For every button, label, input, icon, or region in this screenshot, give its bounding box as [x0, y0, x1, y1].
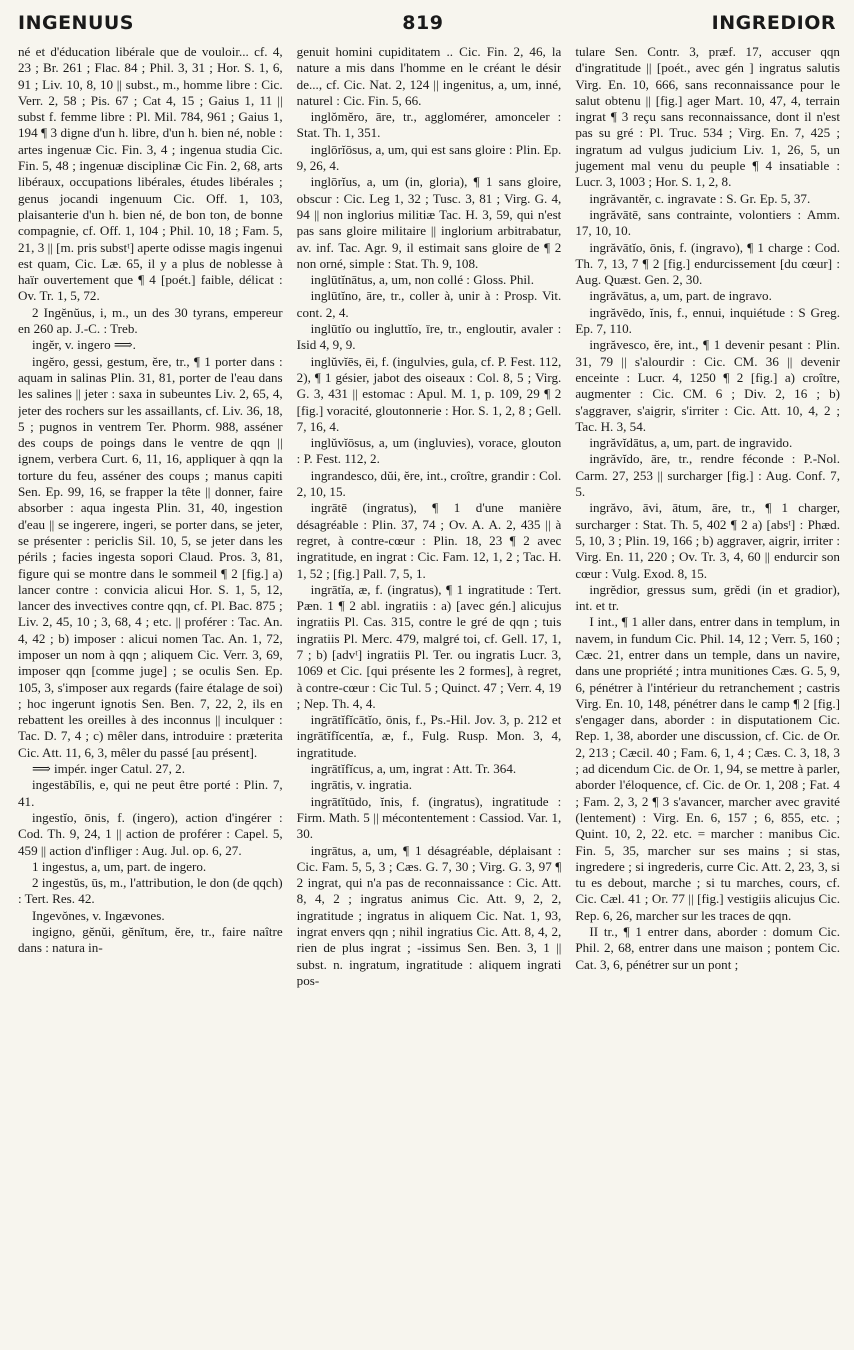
dictionary-entry: ingestĭo, ōnis, f. (ingero), action d'ingérer : Cod. Th. 9, 24, 1 || action de proférer : Capel. 5, 459 || action d'infliger : Aug. Jul. op. 6, 27. — [18, 809, 283, 858]
dictionary-entry: ingrātus, a, um, ¶ 1 désagréable, déplaisant : Cic. Fam. 5, 5, 3 ; Cæs. G. 7, 30 ; Virg. G. 3, 97 ¶ 2 ingrat, qui n'a pas de reconnaissance : Cic. Att. 8, 4, 2 ; ingratus animus Cic. Att. 9, 2, 2, ingratitude ; ingratus in aliquem Cic. Nat. 1, 93, ingrat envers qqn ; nihil ingratius Cic. Att. 8, 4, 2, rien de plus ingrat ; -issimus Sen. Ben. 3, 1 || subst. n. ingratum, ingratitude : aliquem ingrati pos- — [296, 842, 562, 988]
dictionary-entry: ingrăvātē, sans contrainte, volontiers : Amm. 17, 10, 10. — [575, 206, 840, 239]
dictionary-entry: ingĕr, v. ingero ⟹. — [32, 337, 136, 353]
dictionary-entry: ingrăvātus, a, um, part. de ingravo. — [589, 288, 772, 304]
dictionary-entry: II tr., ¶ 1 entrer dans, aborder : domum Cic. Phil. 2, 68, entrer dans une maison ; pontem Cic. Cat. 3, 6, pénétrer sur un pont ; — [575, 924, 840, 972]
running-header — [18, 6, 836, 40]
dictionary-entry: ingrātĭfĭcus, a, um, ingrat : Att. Tr. 364. — [310, 761, 517, 777]
dictionary-entry: inglūtĭno, āre, tr., coller à, unir à : Prosp. Vit. cont. 2, 4. — [296, 288, 562, 320]
dictionary-entry: ingrātĭfĭcātĭo, ōnis, f., Ps.-Hil. Jov. 3, p. 212 et ingrātĭfĭcentĭa, æ, f., Fulg. Rusp. Mon. 3, 4, ingratitude. — [296, 712, 562, 760]
dictionary-entry: tulare Sen. Contr. 3, præf. 17, accuser qqn d'ingratitude || [poét., avec gén ] ingratus salutis Virg. En. 10, 666, sans reconnaissance pour le salut obtenu || [fig.] ager Mart. 10, 47, 4, terrain ingrat ¶ 3 reçu sans reconnaissance, dont il n'est pas su gré : Pl. Truc. 534 ; Virg. En. 7, 425 ; ingratum ad vulgus judicium Liv. 1, 26, 5, un jugement mal venu du peuple ¶ 4 insatiable : Lucr. 3, 1003 ; Hor. S. 1, 2, 8. — [575, 44, 840, 190]
dictionary-entry: 2 Ingĕnŭus, i, m., un des 30 tyrans, empereur en 260 ap. J.-C. : Treb. — [18, 304, 283, 337]
dictionary-entry: ingrandesco, dŭi, ĕre, int., croître, grandir : Col. 2, 10, 15. — [296, 467, 562, 500]
column-1 — [18, 44, 283, 1346]
dictionary-entry: ingestābĭlis, e, qui ne peut être porté : Plin. 7, 41. — [18, 777, 283, 809]
dictionary-entry: ingrātĭa, æ, f. (ingratus), ¶ 1 ingratitude : Tert. Pæn. 1 ¶ 2 abl. ingratiis : a) [avec gén.] alicujus ingratiis Pl. Cas. 315, contre le gré de qqn ; tuis ingratiis Pl. Merc. 479, malgré toi, cf. Gell. 17, 1, 7 ; b) [advᵗ] ingratiis Pl. Ter. ou ingratis Lucr. 3, 1069 et Cic. [qui présente les 2 formes], à regret, à contre-cœur : Cic Tul. 5 ; Quinct. 47 ; Verr. 4, 19 ; Nep. Th. 4, 4. — [296, 581, 562, 711]
dictionary-entry: ingrăvesco, ĕre, int., ¶ 1 devenir pesant : Plin. 31, 79 || s'alourdir : Cic. CM. 36 || devenir enceinte : Lucr. 4, 1250 ¶ 2 [fig.] a) croître, augmenter : Cic. CM. 6 ; Div. 2, 16 ; b) s'aggraver, s'aigrir, s'irriter : Cic. Att. 10, 4, 2 ; Tac. H. 3, 54. — [575, 337, 840, 434]
dictionary-entry: ingrĕdior, gressus sum, grĕdi (in et gradior), int. et tr. — [575, 581, 840, 614]
dictionary-entry: ⟹ impér. inger Catul. 27, 2. — [32, 761, 185, 777]
dictionary-entry: inglōrĭus, a, um (in, gloria), ¶ 1 sans gloire, obscur : Cic. Leg 1, 32 ; Tusc. 3, 81 ; Virg. G. 4, 94 || non inglorius militiæ Tac. H. 3, 59, qui n'est pas sans gloire militaire || inglorium arbitrabatur, av. inf. Tac. Agr. 9, il estimait sans gloire de ¶ 2 non orné, simple : Stat. Th. 9, 108. — [296, 174, 562, 271]
dictionary-entry: inglŭvĭēs, ēi, f. (ingulvies, gula, cf. P. Fest. 112, 2), ¶ 1 gésier, jabot des oiseaux : Col. 8, 5 ; Virg. G. 3, 431 || estomac : Apul. M. 1, p. 109, 29 ¶ 2 [fig.] voracité, gloutonnerie : Hor. S. 1, 2, 8 ; Gell. 7, 16, 4. — [296, 353, 562, 434]
dictionary-entry: genuit homini cupiditatem .. Cic. Fin. 2, 46, la nature a mis dans l'homme en le créant le désir de..., cf. Cic. Nat. 2, 124 || ingenitus, a, um, inné, naturel : Cic. Fin. 5, 66. — [296, 44, 562, 108]
dictionary-entry: ingĕro, gessi, gestum, ĕre, tr., ¶ 1 porter dans : aquam in salinas Plin. 31, 81, porter de l'eau dans les salines || jeter : saxa in subeuntes Liv. 2, 65, 4, jeter des rochers sur les assaillants, cf. Liv. 36, 18, 5 ; pugnos in ventrem Ter. Phorm. 988, asséner des coups de poings dans le ventre de qqn || ignem, verbera Curt. 6, 11, 16, appliquer à qqn la torture du feu, asséner des coups ; manus capiti Sen. Ep. 99, 16, se frapper la tête || donner, faire absorber : aqua ingesta Plin. 31, 40, ingestion d'eau || se ingerere, ingeri, se porter dans, se jeter, se présenter : periclis Sil. 10, 5, se jeter dans les périls ; facies ingesta sopori Claud. Pros. 3, 81, figure qui se montre dans le sommeil ¶ 2 [fig.] a) lancer contre : convicia alicui Hor. S. 1, 5, 12, lancer des invectives contre qqn, cf. Pl. Bac. 875 ; Liv. 2, 45, 10 ; 3, 68, 4 ; etc. || proférer : Tac. An. 4, 42 ; b) imposer : alicui nomen Tac. An. 1, 72, imposer un nom à qqn ; aliquem Cic. Verr. 3, 69, imposer qqn [comme juge] ; se oculis Sen. Ep. 105, 3, s'imposer aux regards (faire étalage de soi) ; hoc ingerunt ignotis Sen. Ben. 7, 22, 2, ils en rebattent les oreilles à des inconnus || inculquer : Tac. D. 7, 4 ; c) mêler dans, introduire : præterita Cic. Att. 11, 6, 3, mêler du passé [au présent]. — [18, 353, 283, 760]
dictionary-entry: inglūtĭnātus, a, um, non collé : Gloss. Phil. — [310, 272, 534, 288]
dictionary-entry: ingrăvĭdo, āre, tr., rendre féconde : P.-Nol. Carm. 27, 253 || surcharger [fig.] : Aug. Conf. 7, 5. — [575, 451, 840, 500]
dictionary-entry: ingrăvĭdātus, a, um, part. de ingravido. — [589, 435, 793, 451]
dictionary-entry: ingigno, gĕnŭi, gĕnĭtum, ĕre, tr., faire naître dans : natura in- — [18, 924, 283, 956]
dictionary-entry: ingrātē (ingratus), ¶ 1 d'une manière désagréable : Plin. 37, 74 ; Ov. A. A. 2, 435 || à regret, à contre-cœur : Plin. 18, 23 ¶ 2 avec ingratitude, en ingrat : Cic. Fam. 12, 1, 2 ; Tac. H. 1, 52 ; [fig.] Pall. 7, 5, 1. — [296, 500, 562, 581]
dictionary-entry: 2 ingestŭs, ūs, m., l'attribution, le don (de qqch) : Tert. Res. 42. — [18, 875, 283, 907]
dictionary-entry: Ingevŏnes, v. Ingævones. — [32, 907, 165, 923]
dictionary-entry: ingrātĭtūdo, ĭnis, f. (ingratus), ingratitude : Firm. Math. 5 || mécontentement : Cassiod. Var. 1, 30. — [296, 793, 562, 842]
text-columns — [18, 44, 840, 1346]
header-right-guideword: INGREDIOR — [711, 12, 836, 34]
dictionary-entry: inglŭvĭōsus, a, um (ingluvies), vorace, glouton : P. Fest. 112, 2. — [296, 435, 562, 467]
dictionary-entry: ingrātis, v. ingratia. — [310, 777, 412, 793]
dictionary-entry: inglūtĭo ou ingluttĭo, īre, tr., engloutir, avaler : Isid 4, 9, 9. — [296, 321, 562, 353]
dictionary-entry: ingrăvēdo, ĭnis, f., ennui, inquiétude : S Greg. Ep. 7, 110. — [575, 304, 840, 337]
dictionary-entry: ingrăvo, āvi, ātum, āre, tr., ¶ 1 charger, surcharger : Stat. Th. 5, 402 ¶ 2 a) [absᵗ] : Phæd. 5, 10, 3 ; Plin. 19, 166 ; b) aggraver, aigrir, irriter : Virg. En. 11, 220 ; Ov. Tr. 3, 4, 60 || endurcir son cœur : Vulg. Exod. 8, 15. — [575, 500, 840, 581]
page-number: 819 — [402, 12, 444, 34]
dictionary-entry: ingrăvantĕr, c. ingravate : S. Gr. Ep. 5, 37. — [589, 190, 811, 206]
dictionary-entry: inglōrĭōsus, a, um, qui est sans gloire : Plin. Ep. 9, 26, 4. — [296, 141, 562, 174]
column-3 — [575, 44, 840, 1346]
dictionary-entry: I int., ¶ 1 aller dans, entrer dans in templum, in navem, in fundum Cic. Phil. 14, 12 ; Verr. 5, 160 ; Cæc. 21, entrer dans un temple, dans un navire, dans une propriété ; intra munitiones Cæs. G. 5, 9, 6, pénétrer à l'intérieur du retranchement ; castris Virg. En. 10, 148, pénétrer dans le camp ¶ 2 [fig.] s'engager dans, aborder : in disputationem Cic. Rep. 1, 38, aborder une discussion, cf. Cic. de Or. 2, 213 ; Cæcil. 40 ; Fam. 6, 1, 4 ; Cæs. C. 3, 18, 3 ; ad dicendum Cic. de Or. 1, 94, se mettre à parler, aborder l'éloquence, cf. Cic. de Or. 1, 208 ; Fat. 4 ; Fam. 2, 3, 2 ¶ 3 s'avancer, marcher avec gravité (lentement) : Virg. En. 6, 157 ; 6, 855, etc. ; Quint. 10, 2, 22. etc. = marcher : manibus Cic. Fin. 5, 35, marcher sur ses mains ; si stas, ingredere ; si ingrederis, curre Cic. Att. 2, 23, 3, si tu es debout, marche ; si tu marches, cours, cf. Cic. Cæl. 41 ; Or. 77 || [fig.] vestigiis alicujus Cic. Rep. 6, 26, marcher sur les traces de qqn. — [575, 614, 840, 923]
dictionary-entry: 1 ingestus, a, um, part. de ingero. — [32, 858, 207, 874]
dictionary-entry: né et d'éducation libérale que de vouloir... cf. 4, 23 ; Br. 261 ; Flac. 84 ; Phil. 3, 31 ; Hor. S. 1, 6, 91 ; Liv. 10, 8, 10 || subst., m., homme libre : Cic. Verr. 2, 58 ; Pis. 67 ; Cat 4, 15 ; Gaius 1, 11 || subst f. femme libre : Pl. Mil. 784, 961 ; Gaius 1, 194 ¶ 3 digne d'un h. libre, d'un h. bien né, noble : artes ingenuæ Cic. Fin. 3, 4 ; ingenua studia Cic. Fin. 5, 48 ; ingenuæ disciplinæ Cic Fin. 2, 68, arts libéraux, occupations libérales, études libérales ; genus jocandi ingenuum Cic. Off. 1, 103, plaisanterie d'un h. bien né, de bon ton, de bonne compagnie, cf. Off. 1, 104 ; Phil. 10, 18 ; Fam. 5, 21, 3 || [m. pris substᵗ] aperte odisse magis ingenui est quam, Cic. Læ. 65, il y a plus de noblesse à haïr ouvertement que ¶ 4 [poét.] faible, délicat : Ov. Tr. 1, 5, 72. — [18, 44, 283, 304]
column-2 — [297, 44, 562, 1346]
header-left-guideword: INGENUUS — [18, 12, 134, 34]
dictionary-entry: ingrăvātĭo, ōnis, f. (ingravo), ¶ 1 charge : Cod. Th. 7, 13, 7 ¶ 2 [fig.] endurcissement [du cœur] : Aug. Quæst. Gen. 2, 30. — [575, 239, 840, 288]
dictionary-entry: inglŏmĕro, āre, tr., agglomérer, amonceler : Stat. Th. 1, 351. — [296, 109, 562, 141]
